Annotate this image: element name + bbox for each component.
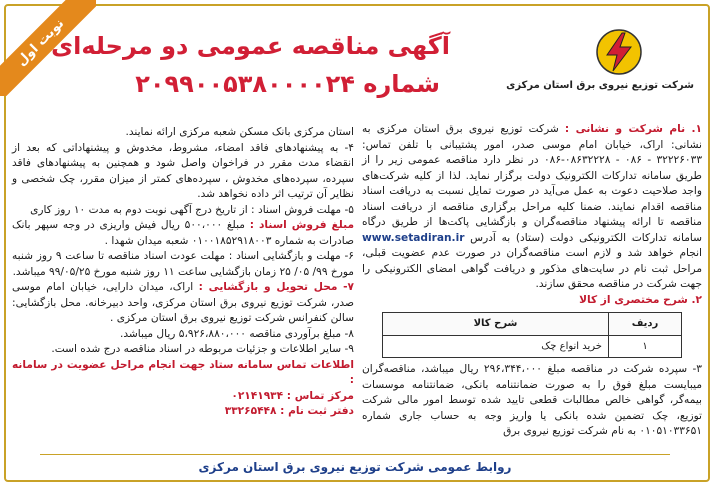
right-column (362, 122, 702, 440)
section-5: ۵- مهلت فروش اسناد : از تاریخ درج آگهی نوبت دوم به مدت ۱۰ روز کاری (30, 203, 354, 216)
section-2-heading: ۲. شرح مختصری از کالا (579, 293, 702, 306)
document-price-body: مبلغ ۵۰۰،۰۰۰ ریال فیش واریزی در وجه سپهر بانک صادرات به شماره ۰۱۰۰۱۸۵۲۹۱۸۰۰۳ شعبه میدان شهدا . (12, 219, 354, 247)
goods-table (382, 312, 682, 358)
row-number: ۱ (609, 335, 682, 358)
section-1 (362, 122, 702, 293)
section-1-heading: ۱. نام شرکت و نشانی : (564, 123, 702, 135)
col-description: شرح کالا (383, 313, 609, 336)
table-row (383, 335, 682, 358)
section-1-body: شرکت توزیع نیروی برق استان مرکزی به نشانی: اراک، خیابان امام موسی صدر، امور پشتیبانی با تلفن تماس: ۳۲۲۲۶۰۳۳ - ۰۸۶ - ۰۸۶۳۲۲۲۸-۰۸۶ در نظر دارد مناقصه عمومی زیر را از طریق سامانه تدارکات الکترونیک دولت برگزار نماید. لذا از کلیه شرکت‌های واجد صلاحیت دعوت به عمل می‌آید در صورت تمایل نسبت به دریافت اسناد مناقصه اقدام نمایند. ضمنا کلیه مراحل برگزاری مناقصه از دریافت اسناد مناقصه تا ارائه پیشنهاد مناقصه‌گران و بازگشایی پاکت‌ها از طریق درگاه سامانه تدارکات الکترونیکی دولت (ستاد) به آدرس (362, 123, 703, 244)
call-center: مرکز تماس : ۰۲۱۴۱۹۳۴ (231, 389, 354, 402)
left-column (12, 125, 354, 420)
section-9: ۹- سایر اطلاعات و جزئیات مربوطه در اسناد مناقصه درج شده است. (51, 343, 354, 355)
contact-heading: اطلاعات تماس سامانه ستاد جهت انجام مراحل عضویت در سامانه : (12, 358, 354, 386)
paragraph-bank: استان مرکزی بانک مسکن شعبه مرکزی ارائه نمایند. (125, 126, 354, 138)
section-8: ۸- مبلغ برآوردی مناقصه ۵،۹۲۶،۸۸۰،۰۰۰ ریال میباشد. (119, 327, 354, 340)
row-description: خرید انواع چک (383, 335, 609, 358)
ribbon-label: نوبت اول (0, 0, 96, 96)
goods-table-header (383, 313, 682, 336)
power-lightning-logo-icon (595, 28, 643, 76)
registration-office: دفتر ثبت نام : ۳۳۲۶۵۴۴۸ (224, 405, 354, 417)
notice-title: آگهی مناقصه عمومی دو مرحله‌ای (51, 32, 450, 60)
section-7-body: اراک، میدان دارایی، خیابان امام موسی صدر، شرکت توزیع نیروی برق استان مرکزی، واحد دبیرخانه. محل بازگشایی: سالن کنفرانس شرکت توزیع نیروی برق استان مرکزی . (12, 281, 354, 324)
company-logo-block (506, 28, 694, 91)
setad-website-link[interactable]: www.setadiran.ir (362, 231, 465, 244)
section-7-heading: ۷- محل تحویل و بازگشایی : (198, 281, 354, 293)
document-price-heading: مبلغ فروش اسناد : (249, 219, 355, 231)
public-relations-footer: روابط عمومی شرکت توزیع نیروی برق استان مرکزی (40, 454, 670, 474)
section-3: ۳- سپرده شرکت در مناقصه مبلغ ۲۹۶،۳۴۴،۰۰۰ ریال میباشد، مناقصه‌گران میبایست مبلغ فوق را به صورت ضمانتنامه بانکی، ضمانتنامه موسسات بیمه‌گر، گواهی خالص مطالبات قطعی تایید شده توسط امور مالی شرکت توزیع، چک تضمین شده بانکی یا واریز وجه به حساب جاری شماره ۰۱۰۵۱۰۳۳۶۵۱ به نام شرکت توزیع نیروی برق (362, 363, 702, 437)
company-name-small: شرکت توزیع نیروی برق استان مرکزی (506, 80, 694, 91)
tender-number: شماره ۲۰۹۹۰۰۵۳۸۰۰۰۰۲۴ (135, 70, 440, 98)
section-7 (12, 280, 354, 327)
document-price (12, 218, 354, 249)
section-4: ۴- به پیشنهادهای فاقد امضاء، مشروط، مخدوش و پیشنهاداتی که بعد از انقضاء مدت مقرر در فراخوان واصل شود و همچنین به پیشنهادهای فاقد سپرده، سپرده‌های مخدوش ، سپرده‌های کمتر از میزان مقرر، چک شخصی و نظایر آن ترتیب اثر داده نخواهد شد. (12, 141, 354, 200)
col-row-number: ردیف (609, 313, 682, 336)
section-6: ۶- مهلت و بازگشایی اسناد : مهلت عودت اسناد مناقصه تا ساعت ۹ روز شنبه مورخ ۹۹/ ۰۵/ ۲۵ زمان بازگشایی ساعت ۱۱ روز شنبه مورخ ۹۹/۰۵/۲۵ میباشد. (12, 250, 354, 278)
section-1-body-cont: انجام خواهد شد و لازم است مناقصه‌گران در صورت عدم عضویت قبلی، مراحل ثبت نام در سایت‌های مذکور و دریافت گواهی امضای الکترونیکی را جهت شرکت در مناقصه محقق سازند. (362, 247, 702, 290)
